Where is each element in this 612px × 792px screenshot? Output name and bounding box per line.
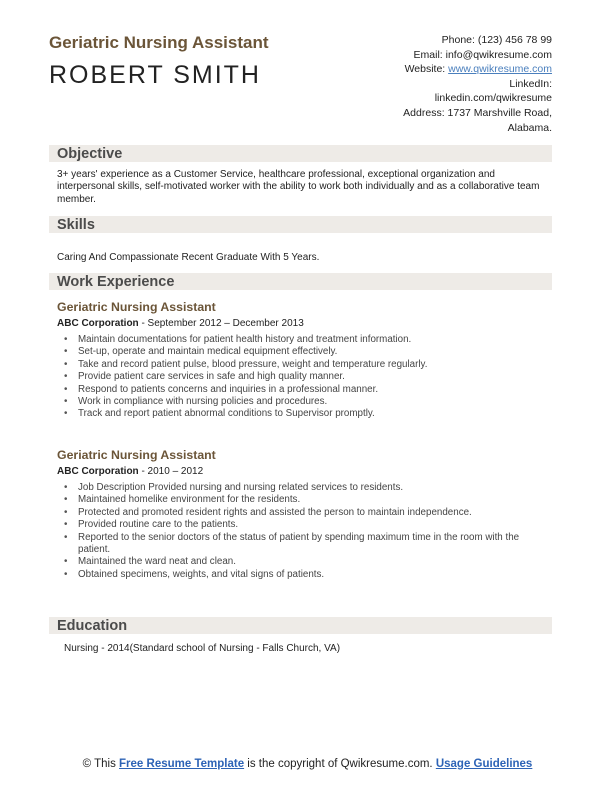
list-item: • Job Description Provided nursing and nursing related services to residents. — [64, 482, 544, 494]
job-2-title: Geriatric Nursing Assistant — [57, 448, 216, 462]
objective-text: 3+ years' experience as a Customer Service, healthcare professional, exceptional organization and interpersonal skills, self-motivated worker with the ability to work both individually and as a collaborative team member. — [57, 169, 540, 205]
skills-text: Caring And Compassionate Recent Graduate With 5 Years. — [57, 252, 320, 263]
work-title: Work Experience — [57, 274, 175, 290]
address-line-2: Alabama. — [507, 121, 552, 134]
job-1-dates: - September 2012 – December 2013 — [138, 318, 304, 329]
usage-guidelines-link[interactable]: Usage Guidelines — [435, 758, 533, 770]
job-1-title: Geriatric Nursing Assistant — [57, 300, 216, 314]
job-2-dates: - 2010 – 2012 — [138, 466, 204, 477]
list-item: • Track and report patient abnormal conditions to Supervisor promptly. — [64, 408, 544, 420]
contact-info — [322, 33, 552, 135]
list-item: • Take and record patient pulse, blood pressure, weight and temperature regularly. — [64, 359, 544, 371]
job-1-company-line — [57, 318, 304, 329]
phone: Phone: (123) 456 78 99 — [441, 34, 552, 46]
linkedin-value: linkedin.com/qwikresume — [434, 92, 552, 105]
job-1-company: ABC Corporation — [57, 318, 139, 329]
job-1-bullets — [64, 334, 544, 421]
skills-title: Skills — [57, 217, 95, 233]
footer-middle: is the copyright of Qwikresume.com. — [244, 758, 436, 770]
address-line-1: Address: 1737 Marshville Road, — [403, 106, 552, 119]
skills-section-header — [49, 216, 552, 233]
objective-section-header — [49, 145, 552, 162]
list-item: • Respond to patients concerns and inquiries in a professional manner. — [64, 384, 544, 396]
list-item: • Maintained homelike environment for the residents. — [64, 494, 544, 506]
list-item: • Provided routine care to the patients. — [64, 519, 544, 531]
candidate-name: ROBERT SMITH — [49, 61, 261, 89]
website-link[interactable]: www.qwikresume.com — [448, 63, 552, 76]
list-item: • Maintain documentations for patient health history and treatment information. — [64, 334, 544, 346]
list-item: • Set-up, operate and maintain medical equipment effectively. — [64, 346, 544, 358]
job-2-company-line — [57, 466, 203, 477]
list-item: • Protected and promoted resident rights and assisted the person to maintain independence. — [64, 507, 544, 519]
email: Email: info@qwikresume.com — [413, 48, 552, 61]
education-section-header — [49, 617, 552, 634]
list-item: • Provide patient care services in safe and high quality manner. — [64, 371, 544, 383]
objective-title: Objective — [57, 146, 123, 162]
list-item: • Work in compliance with nursing policies and procedures. — [64, 396, 544, 408]
list-item: • Maintained the ward neat and clean. — [64, 556, 544, 568]
job-2-bullets — [64, 482, 544, 581]
website-label: Website: — [404, 63, 449, 76]
education-title: Education — [57, 618, 128, 634]
work-section-header — [49, 273, 552, 290]
footer-copyright — [60, 757, 555, 771]
list-item: • Reported to the senior doctors of the status of patient by spending maximum time in the room with the patient. — [64, 532, 544, 557]
job-title: Geriatric Nursing Assistant — [49, 33, 269, 52]
education-text: Nursing - 2014(Standard school of Nursing - Falls Church, VA) — [64, 643, 341, 654]
resume-header — [49, 33, 552, 134]
footer-prefix: © This — [82, 758, 120, 770]
free-resume-template-link[interactable]: Free Resume Template — [119, 758, 245, 770]
job-2-company: ABC Corporation — [57, 466, 139, 477]
linkedin-label: LinkedIn: — [509, 77, 552, 90]
website — [322, 62, 552, 77]
list-item: • Obtained specimens, weights, and vital signs of patients. — [64, 569, 544, 581]
